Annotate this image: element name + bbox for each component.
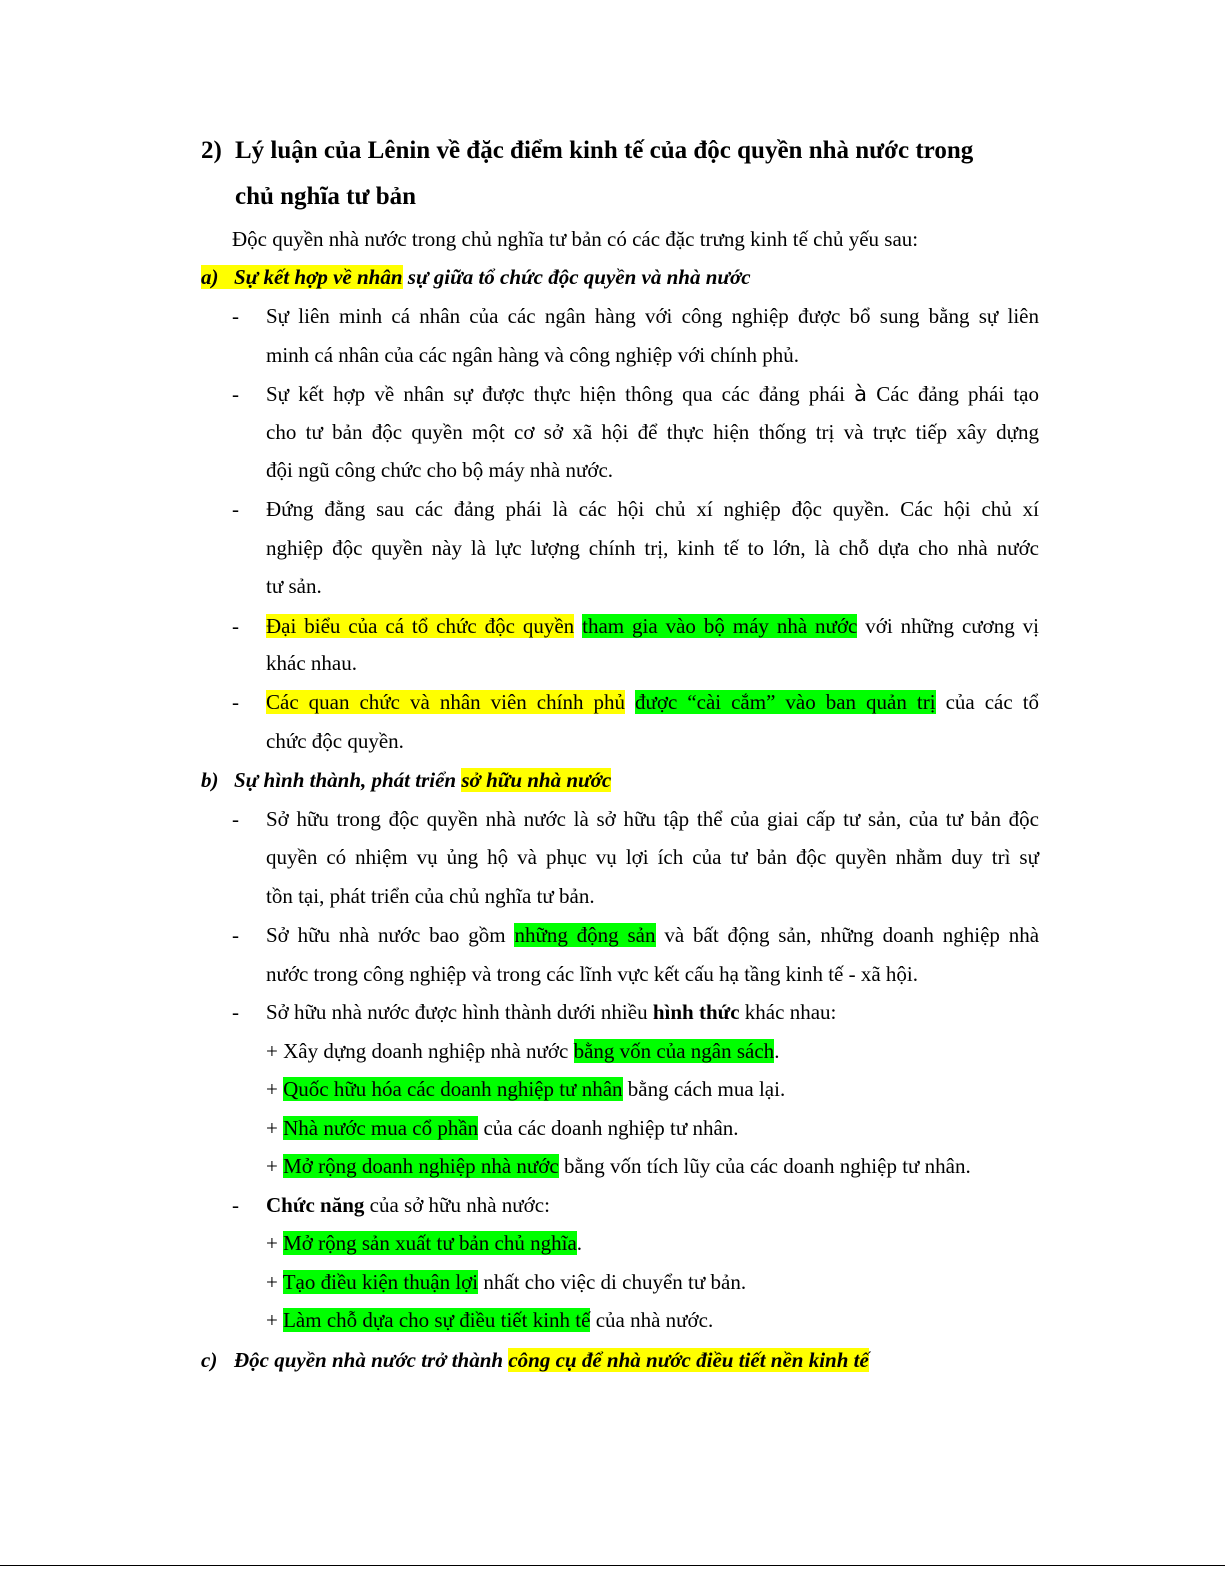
b-bullet2-text-b: và bất động sản, những doanh nghiệp nhà [664,923,1040,947]
b-bullet3-bold: hình thức [652,1000,740,1024]
a-bullet2-text-b: Các đảng phái tạo [876,382,1040,406]
function-item-2-end: nhất cho việc di chuyển tư bản. [478,1270,747,1294]
a-bullet1-line2: minh cá nhân của các ngân hàng và công nghiệp với chính phủ. [266,343,800,367]
b-bullet3-text-a: Sở hữu nhà nước được hình thành dưới nhiều [266,1000,653,1024]
b-bullet2-line2: nước trong công nghiệp và trong các lĩnh vực kết cấu hạ tầng kinh tế - xã hội. [266,962,919,986]
section-a-highlight [201,265,403,289]
b-bullet3-text-b: khác nhau: [739,1000,837,1024]
b-bullet1-line3: tồn tại, phát triển của chủ nghĩa tư bản. [266,884,595,908]
function-item-2 [266,1267,746,1297]
a-bullet5-line2: chức độc quyền. [266,729,404,753]
a-bullet4-rest: với những cương vị [865,614,1040,638]
function-item-3-end: của nhà nước. [590,1308,714,1332]
b-bullet1-line2: quyền có nhiệm vụ ủng hộ và phục vụ lợi ích của tư bản độc quyền nhằm duy trì sự [266,845,1039,869]
bullet-dash: - [232,304,239,328]
b-bullet4-bold: Chức năng [266,1193,365,1217]
form-item-2-green: Quốc hữu hóa các doanh nghiệp tư nhân [283,1077,623,1101]
a-bullet1-line1: Sự liên minh cá nhân của các ngân hàng với công nghiệp được bổ sung bằng sự liên [266,304,1039,328]
function-item-1 [266,1228,582,1258]
form-item-4-text: + [266,1154,284,1178]
form-item-4-green: Mở rộng doanh nghiệp nhà nước [283,1154,559,1178]
section-c-title [201,1345,869,1375]
bullet-dash: - [232,807,239,831]
section-a-title-rest: sự giữa tổ chức độc quyền và nhà nước [402,265,751,289]
bullet-dash: - [232,614,239,638]
section-b-letter: b) [201,768,219,792]
b-bullet2-green: những động sản [514,923,656,947]
b-bullet1-line1: Sở hữu trong độc quyền nhà nước là sở hữu tập thể của giai cấp tư sản, của tư bản độc [266,807,1039,831]
bullet-dash: - [232,690,239,714]
section-b-title-plain: Sự hình thành, phát triển [234,768,462,792]
a-bullet4-yellow: Đại biểu của cá tổ chức độc quyền [266,614,575,638]
form-item-1-text: + Xây dựng doanh nghiệp nhà nước [266,1039,574,1063]
bullet-dash: - [232,1193,239,1217]
function-item-3-text: + [266,1308,284,1332]
section-c-title-highlight: công cụ để nhà nước điều tiết nền kinh tế [508,1348,869,1372]
form-item-2-text: + [266,1077,284,1101]
a-bullet5-rest: của các tổ [945,690,1040,714]
heading-line-2: chủ nghĩa tư bản [235,183,417,210]
form-item-1 [266,1036,779,1066]
page-bottom-rule [0,1565,1225,1566]
section-heading [201,128,1051,220]
bullet-dash: - [232,497,239,521]
section-a-letter: a) [201,265,219,289]
function-item-3 [266,1305,713,1335]
section-b-title-highlight: sở hữu nhà nước [461,768,612,792]
bullet-dash: - [232,382,239,406]
b-bullet2-text-a: Sở hữu nhà nước bao gồm [266,923,506,947]
form-item-1-end: . [774,1039,780,1063]
a-bullet4-line2: khác nhau. [266,651,357,675]
form-item-4 [266,1151,971,1181]
function-item-1-end: . [576,1231,583,1255]
a-bullet2-text-a: Sự kết hợp về nhân sự được thực hiện thông qua các đảng phái [266,382,845,406]
function-item-1-text: + [266,1231,284,1255]
arrow-symbol: à [854,382,867,406]
function-item-1-green: Mở rộng sản xuất tư bản chủ nghĩa [283,1231,577,1255]
section-c-title-plain: Độc quyền nhà nước trở thành [234,1348,509,1372]
bullet-dash: - [232,923,239,947]
heading-number: 2) [201,137,222,164]
function-item-3-green: Làm chỗ dựa cho sự điều tiết kinh tế [283,1308,591,1332]
b-bullet2-line1 [266,920,1039,950]
form-item-3-green: Nhà nước mua cổ phần [283,1116,479,1140]
section-a-title-highlight: Sự kết hợp về nhân [234,265,403,289]
form-item-3-text: + [266,1116,284,1140]
form-item-2 [266,1074,785,1104]
heading-line-1 [201,128,1051,174]
a-bullet3-line1: Đứng đằng sau các đảng phái là các hội chủ xí nghiệp độc quyền. Các hội chủ xí [266,497,1039,521]
form-item-4-end: bằng vốn tích lũy của các doanh nghiệp tư nhân. [558,1154,971,1178]
form-item-3-end: của các doanh nghiệp tư nhân. [478,1116,739,1140]
bullet-dash: - [232,1000,239,1024]
a-bullet5-line1 [266,687,1039,717]
a-bullet4-line1 [266,611,1039,641]
form-item-2-end: bằng cách mua lại. [622,1077,786,1101]
b-bullet4-line1 [266,1190,550,1220]
form-item-3 [266,1113,739,1143]
heading-text-1: Lý luận của Lênin về đặc điểm kinh tế của độc quyền nhà nước trong [235,137,974,164]
function-item-2-green: Tạo điều kiện thuận lợi [282,1270,479,1294]
a-bullet5-green: được “cài cắm” vào ban quản trị [635,690,936,714]
section-b-title [201,765,611,795]
a-bullet2-line1 [266,379,1039,409]
form-item-1-green: bằng vốn của ngân sách [573,1039,775,1063]
section-c-letter: c) [201,1348,218,1372]
b-bullet4-rest: của sở hữu nhà nước: [364,1193,550,1217]
intro-paragraph: Độc quyền nhà nước trong chủ nghĩa tư bản có các đặc trưng kinh tế chủ yếu sau: [232,227,919,251]
section-a-title [201,262,751,292]
a-bullet5-yellow: Các quan chức và nhân viên chính phủ [266,690,625,714]
b-bullet3-line1 [266,997,836,1027]
a-bullet4-green: tham gia vào bộ máy nhà nước [582,614,858,638]
a-bullet2-line3: đội ngũ công chức cho bộ máy nhà nước. [266,458,614,482]
a-bullet3-line2: nghiệp độc quyền này là lực lượng chính trị, kinh tế to lớn, là chỗ dựa cho nhà nước [266,536,1039,560]
function-item-2-text: + [266,1270,283,1294]
a-bullet3-line3: tư sản. [266,574,322,598]
a-bullet2-line2: cho tư bản độc quyền một cơ sở xã hội để thực hiện thống trị và trực tiếp xây dựng [266,420,1039,444]
